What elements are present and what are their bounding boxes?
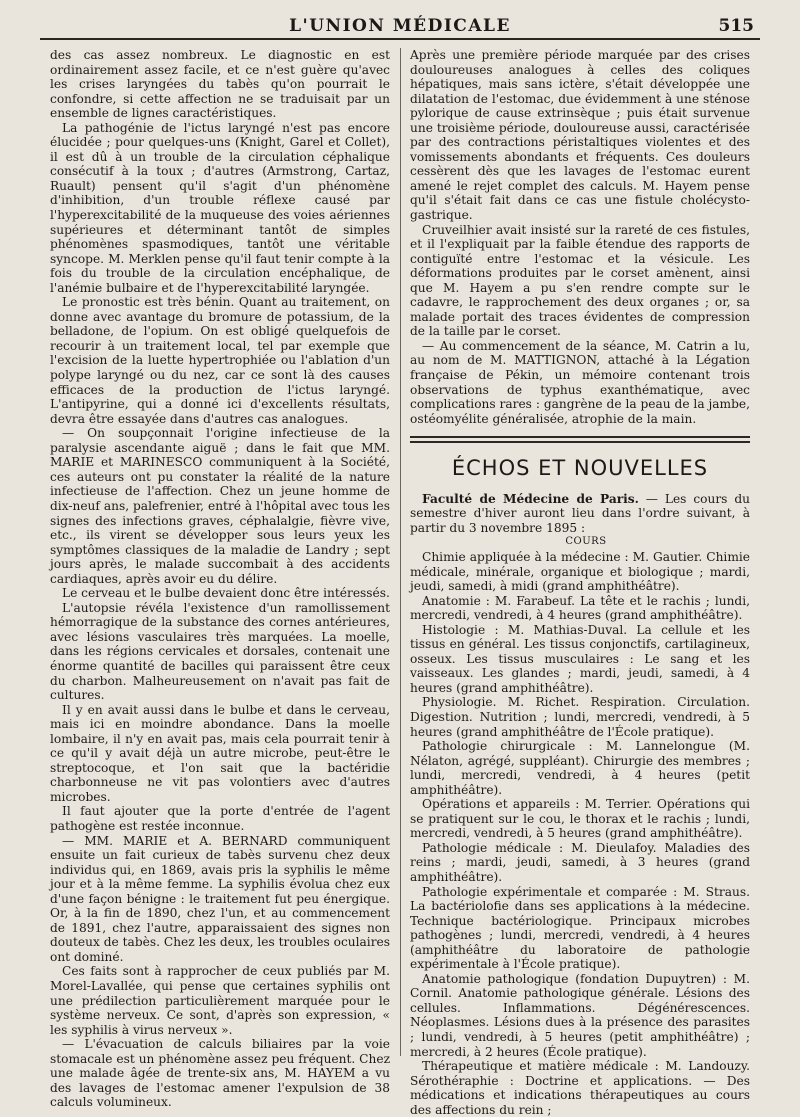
section-rule (410, 436, 750, 443)
course-item: Chimie appliquée à la médecine : M. Gautier. Chimie médicale, minérale, organique et biologique ; mardi, jeudi, samedi, à midi (grand amphithéâtre). (410, 549, 750, 594)
left-column (50, 48, 390, 1110)
course-item: Thérapeutique et matière médicale : M. Landouzy. Sérothéraphie : Doctrine et applications. — Des médications et indications thérapeutiques au cours des affections du rein ; (410, 1059, 750, 1117)
paragraph: La pathogénie de l'ictus laryngé n'est pas encore élucidée ; pour quelques-uns (Knight, Garel et Collet), il est dû à un trouble de la circulation céphalique consécutif à la toux ; d'autres (Armstrong, Cartaz, Ruault) pensent qu'il s'agit d'un phénomène d'inhibition, d'un trouble réflexe causé par l'hyperexcitabilité de la muqueuse des voies aériennes supérieures et déterminant tantôt de simples phénomènes spasmodiques, tantôt une véritable syncope. M. Merklen pense qu'il faut tenir compte à la fois du trouble de la circulation encéphalique, de l'anémie bulbaire et de l'hyperexcitabilité laryngée. (50, 120, 390, 295)
column-divider (400, 48, 401, 1056)
paragraph: L'autopsie révéla l'existence d'un ramollissement hémorragique de la substance des cornes antérieures, avec lésions vasculaires très marquées. La moelle, dans les régions cervicales et dorsales, contenait une énorme quantité de bacilles qui paraissent être ceux du charbon. Malheureusement on n'avait pas fait de cultures. (50, 600, 390, 703)
course-item: Pathologie expérimentale et comparée : M. Straus. La bactériolofie dans ses applications à la médecine. Technique bactériologique. Principaux microbes pathogènes ; lundi, mercredi, vendredi, à 4 heures (amphithéâtre du laboratoire de pathologie expérimentale à l'École pratique). (410, 884, 750, 972)
paragraph: des cas assez nombreux. Le diagnostic en est ordinairement assez facile, et ce n'est guère qu'avec les crises laryngées du tabès qu'on pourrait le confondre, si cette affection ne se traduisait par un ensemble de lignes caractéristiques. (50, 48, 390, 121)
paragraph: Le cerveau et le bulbe devaient donc être intéressés. (62, 586, 390, 601)
course-item: Pathologie médicale : M. Dieulafoy. Maladies des reins ; mardi, jeudi, samedi, à 3 heures (grand amphithéâtre). (410, 840, 750, 884)
paragraph: Ces faits sont à rapprocher de ceux publiés par M. Morel-Lavallée, qui pense que certaines syphilis ont une prédilection particulièrement marquée pour le système nerveux. Ce sont, d'après son expression, « les syphilis à virus nerveux ». (50, 964, 390, 1037)
paragraph: Il faut ajouter que la porte d'entrée de l'agent pathogène est restée inconnue. (50, 804, 390, 833)
paragraph: Cruveilhier avait insisté sur la rareté de ces fistules, et il l'expliquait par la faible étendue des rapports de contiguïté entre l'estomac et la vésicule. Les déformations produites par le corset amènent, ainsi que M. Hayem a pu s'en rendre compte sur le cadavre, le rapprochement des deux organes ; or, sa malade portait des traces évidentes de compression de la taille par le corset. (410, 222, 750, 339)
paragraph: — On soupçonnait l'origine infectieuse de la paralysie ascendante aiguë ; dans le fait que MM. MARIE et MARINESCO communiquent à la Société, ces auteurs ont pu constater la réalité de la nature infectieuse de l'affection. Chez un jeune homme de dix-neuf ans, palefrenier, entré à l'hôpital avec tous les signes des infections graves, céphalalgie, fièvre vive, etc., ils virent se développer sous leurs yeux les symptômes classiques de la maladie de Landry ; sept jours après, le malade succombait à des accidents cardiaques, après avoir eu du délire. (50, 426, 390, 586)
paragraph: — Au commencement de la séance, M. Catrin a lu, au nom de M. MATTIGNON, attaché à la Légation française de Pékin, un mémoire contenant trois observations de typhus exanthématique, avec complications rares : gangrène de la peau de la jambe, ostéomyélite généralisée, atrophie de la main. (410, 338, 750, 426)
section-lead (410, 492, 750, 536)
paragraph: — MM. MARIE et A. BERNARD communiquent ensuite un fait curieux de tabès survenu chez deux individus qui, en 1869, avais pris la syphilis le même jour et à la même femme. La syphilis évolua chez eux d'une façon bénigne : le traitement fut peu énergique. Or, à la fin de 1890, chez l'un, et au commencement de 1891, chez l'autre, apparaissaient des signes non douteux de tabès. Chez les deux, les troubles oculaires ont dominé. (50, 833, 390, 964)
course-item: Histologie : M. Mathias-Duval. La cellule et les tissus en général. Les tissus conjonctifs, cartilagineux, osseux. Les tissus musculaires : Le sang et les vaisseaux. Les glandes ; mardi, jeudi, samedi, à 4 heures (grand amphithéâtre). (410, 622, 750, 695)
course-item: Opérations et appareils : M. Terrier. Opérations qui se pratiquent sur le cou, le thorax et le rachis ; lundi, mercredi, vendredi, à 5 heures (grand amphithéâtre). (410, 797, 750, 841)
right-column (410, 48, 750, 1117)
paragraph: Le pronostic est très bénin. Quant au traitement, on donne avec avantage du bromure de potassium, de la belladone, de l'opium. On est obligé quelquefois de recourir à un traitement local, tel par exemple que l'excision de la luette hypertrophiée ou l'ablation d'un polype laryngé ou du nez, car ce sont là des causes efficaces de la production de l'ictus laryngé. L'antipyrine, qui a donné ici d'excellents résultats, devra être essayée dans d'autres cas analogues. (50, 295, 390, 426)
journal-title: L'UNION MÉDICALE (289, 16, 511, 36)
course-item: Physiologie. M. Richet. Respiration. Circulation. Digestion. Nutrition ; lundi, mercredi, vendredi, à 5 heures (grand amphithéâtre de l'École pratique). (410, 695, 750, 739)
paragraph: — L'évacuation de calculs biliaires par la voie stomacale est un phénomène assez peu fréquent. Chez une malade âgée de trente-six ans, M. HAYEM a vu des lavages de l'estomac amener l'expulsion de 38 calculs volumineux. (50, 1037, 390, 1110)
lead-bold: Faculté de Médecine de Paris. (422, 491, 639, 506)
paragraph: Après une première période marquée par des crises douloureuses analogues à celles des coliques hépatiques, mais sans ictère, s'était développée une dilatation de l'estomac, due évidemment à une sténose pylorique de cause extrinsèque ; puis était survenue une troisième période, douloureuse aussi, caractérisée par des contractions péristaltiques violentes et des vomissements abondants et fréquents. Ces douleurs cessèrent dès que les lavages de l'estomac eurent amené le rejet complet des calculs. M. Hayem pense qu'il s'était fait dans ce cas une fistule cholécysto-gastrique. (410, 48, 750, 223)
courses-subhead: COURS (565, 536, 607, 548)
page-number: 515 (718, 16, 754, 36)
course-item: Pathologie chirurgicale : M. Lannelongue (M. Nélaton, agrégé, suppléant). Chirurgie des membres ; lundi, mercredi, vendredi, à 4 heures (petit amphithéâtre). (410, 739, 750, 797)
section-title: ÉCHOS ET NOUVELLES (451, 456, 709, 481)
course-item: Anatomie pathologique (fondation Dupuytren) : M. Cornil. Anatomie pathologique générale. Lésions des cellules. Inflammations. Dégénérescences. Néoplasmes. Lésions dues à la présence des parasites ; lundi, vendredi, à 5 heures (petit amphithéâtre) ; mercredi, à 2 heures (École pratique). (410, 971, 750, 1059)
paragraph: Il y en avait aussi dans le bulbe et dans le cerveau, mais ici en moindre abondance. Dans la moelle lombaire, il n'y en avait pas, mais cela pourrait tenir à ce qu'il y avait déjà un autre microbe, peut-être le streptocoque, et l'on sait que la bactéridie charbonneuse ne vit pas volontiers avec d'autres microbes. (50, 702, 390, 804)
course-item: Anatomie : M. Farabeuf. La tête et le rachis ; lundi, mercredi, vendredi, à 4 heures (grand amphithéâtre). (410, 593, 750, 623)
page-header (40, 14, 760, 40)
lead-text: — Les cours du semestre d'hiver auront lieu dans l'ordre suivant, à partir du 3 novembre 1895 : (410, 491, 750, 535)
